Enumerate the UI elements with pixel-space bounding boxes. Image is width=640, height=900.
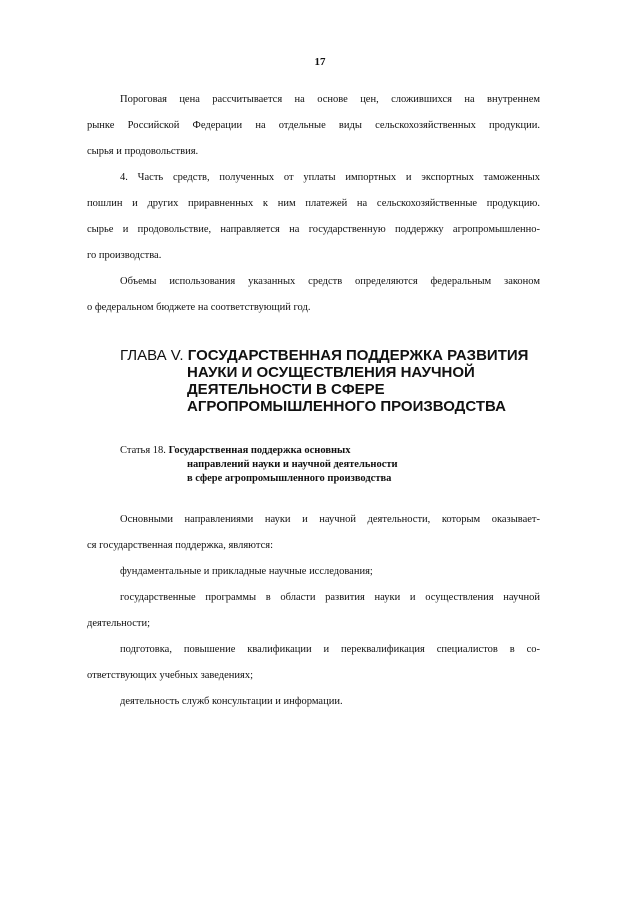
page-number: 17 [314, 56, 326, 68]
list-item: государственные программы в области развития науки и осуществления научной [120, 592, 540, 603]
list-item-continuation: ответствующих учебных заведениях; [87, 670, 254, 681]
paragraph-line: ся государственная поддержка, являются: [87, 540, 274, 551]
article-title-line: Государственная поддержка основных [168, 445, 351, 456]
chapter-title-line: НАУКИ И ОСУЩЕСТВЛЕНИЯ НАУЧНОЙ [187, 364, 475, 381]
paragraph-line: 4. Часть средств, полученных от уплаты импортных и экспортных таможенных [120, 172, 540, 183]
list-item: фундаментальные и прикладные научные исследования; [120, 566, 373, 577]
list-item: подготовка, повышение квалификации и переквалификация специалистов в со- [120, 644, 540, 655]
chapter-title-line: ГОСУДАРСТВЕННАЯ ПОДДЕРЖКА РАЗВИТИЯ [187, 347, 529, 364]
chapter-prefix: ГЛАВА V. [120, 347, 184, 364]
paragraph-line: пошлин и других приравненных к ним платежей на сельскохозяйственные продукцию. [87, 198, 540, 209]
paragraph-line: Пороговая цена рассчитывается на основе цен, сложившихся на внутреннем [120, 94, 540, 105]
article-label: Статья 18. [120, 445, 166, 456]
chapter-heading [120, 347, 540, 415]
paragraph-line: Основными направлениями науки и научной деятельности, которым оказывает- [120, 514, 540, 525]
paragraph-line: го производства. [87, 250, 162, 261]
chapter-title-line: ДЕЯТЕЛЬНОСТИ В СФЕРЕ [187, 381, 385, 398]
article-heading [120, 444, 480, 486]
paragraph-line: Объемы использования указанных средств определяются федеральным законом [120, 276, 540, 287]
paragraph-line: о федеральном бюджете на соответствующий год. [87, 302, 311, 313]
paragraph-line: рынке Российской Федерации на отдельные виды сельскохозяйственных продукции. [87, 120, 540, 131]
paragraph-line: сырья и продовольствия. [87, 146, 199, 157]
paragraph-line: сырье и продовольствие, направляется на государственную поддержку агропромышленно- [87, 224, 540, 235]
article-title-line: в сфере агропромышленного производства [187, 473, 392, 484]
list-item-continuation: деятельности; [87, 618, 151, 629]
article-title-line: направлений науки и научной деятельности [187, 459, 398, 470]
chapter-title-line: АГРОПРОМЫШЛЕННОГО ПРОИЗВОДСТВА [187, 398, 506, 415]
list-item: деятельность служб консультации и информации. [120, 696, 343, 707]
